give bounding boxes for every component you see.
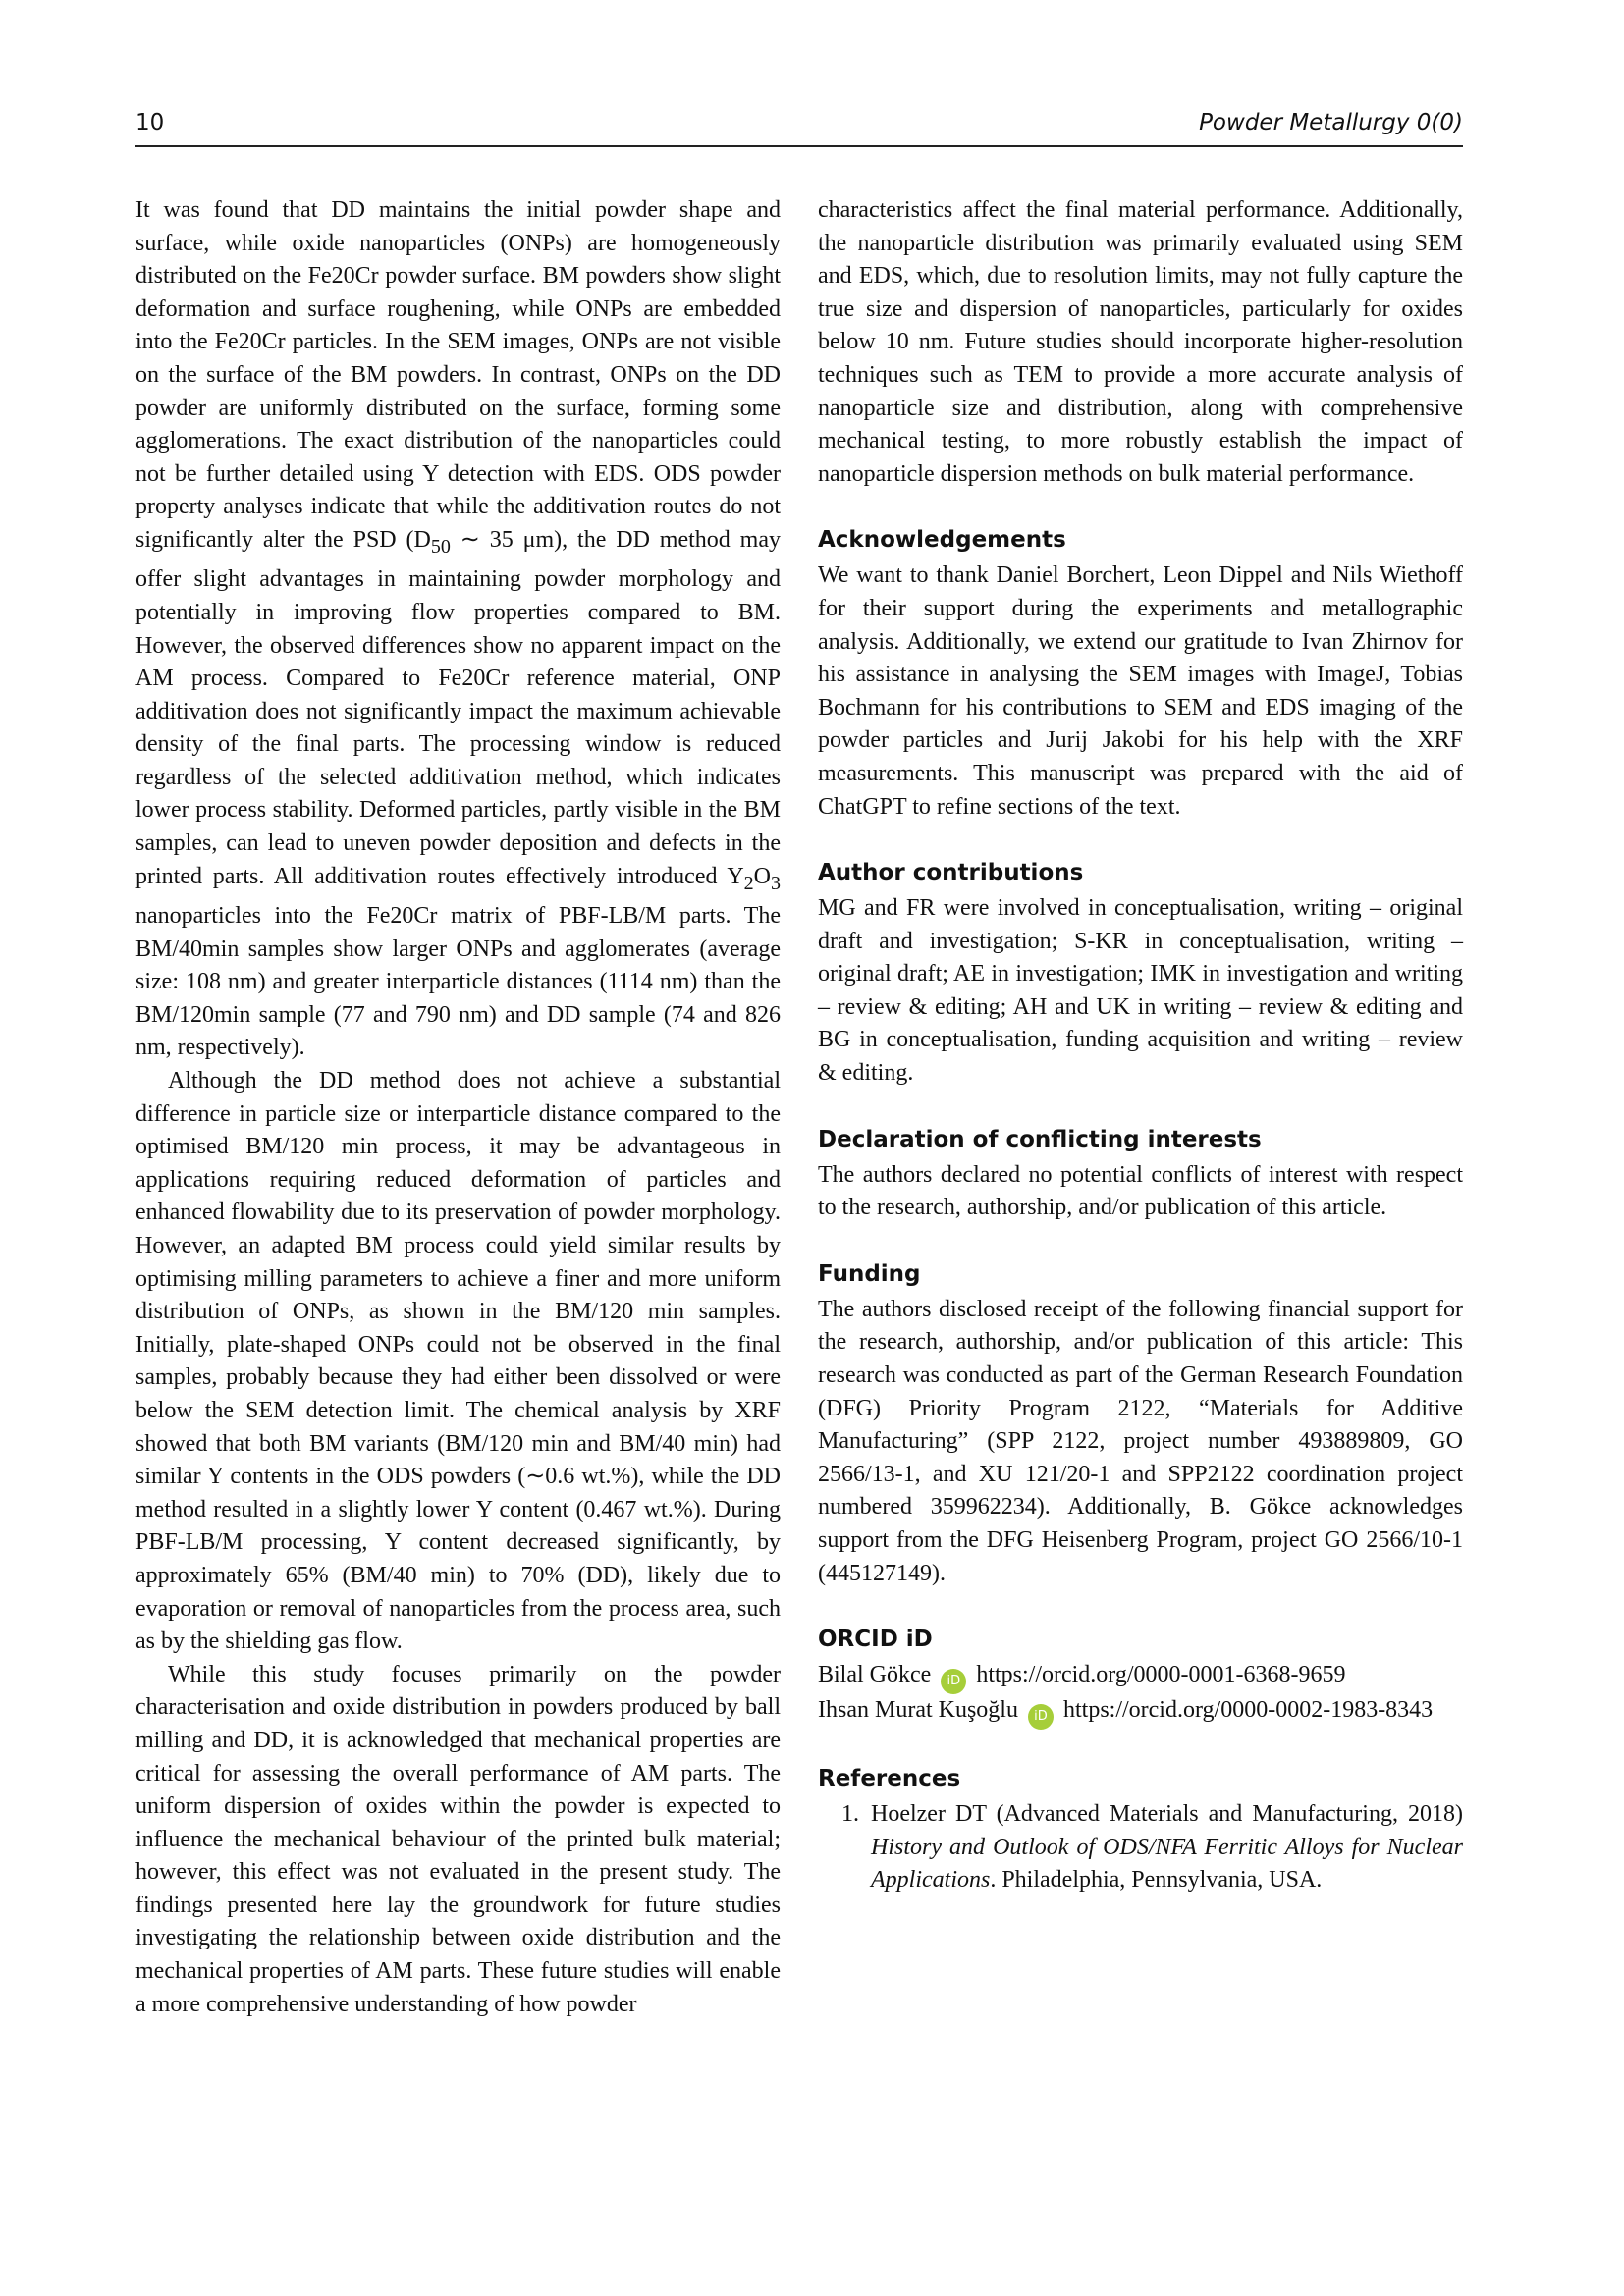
section-heading-funding: Funding (818, 1260, 921, 1287)
paragraph: characteristics affect the final material performance. Additionally, the nanoparticle distribution was primarily evaluated using SEM and EDS, which, due to resolution limits, may not fully capture the true size and dispersion of nanoparticles, particularly for oxides below 10 nm. Future studies should incorporate higher-resolution techniques such as TEM to provide a more accurate analysis of nanoparticle size and distribution, along with comprehensive mechanical testing, to more robustly establish the impact of nanoparticle dispersion methods on bulk material performance. (818, 197, 1463, 487)
orcid-icon: iD (941, 1669, 966, 1694)
paragraph: The authors declared no potential conflicts of interest with respect to the research, authorship, and/or publication of this article. (818, 1161, 1463, 1221)
section-heading-acknowledgements: Acknowledgements (818, 527, 1066, 554)
section-heading-author-contributions: Author contributions (818, 860, 1084, 886)
paragraph: While this study focuses primarily on the powder characterisation and oxide distribution in powders produced by ball milling and DD, it is acknowledged that mechanical properties are critical for assessing the overall performance of AM parts. The uniform dispersion of oxides within the powder is expected to influence the mechanical behaviour of the printed bulk material; however, this effect was not evaluated in the present study. The findings presented here lay the groundwork for future studies investigating the relationship between oxide distribution and the mechanical properties of AM parts. These future studies will enable a more comprehensive understanding of how powder (135, 1661, 781, 2017)
orcid-entry: Ihsan Murat Kuşoğlu iD https://orcid.org/0000-0002-1983-8343 (818, 1694, 1463, 1730)
section-heading-conflicts: Declaration of conflicting interests (818, 1126, 1262, 1152)
page-number: 10 (135, 110, 165, 135)
right-column (818, 194, 1463, 1897)
paragraph: It was found that DD maintains the initial powder shape and surface, while oxide nanoparticles (ONPs) are homogeneously distributed on the Fe20Cr powder surface. BM powders show slight deformation and surface roughening, while ONPs are embedded into the Fe20Cr particles. In the SEM images, ONPs are not visible on the surface of the BM powders. In contrast, ONPs on the DD powder are uniformly distributed on the surface, forming some agglomerations. The exact distribution of the nanoparticles could not be further detailed using Y detection with EDS. ODS powder property analyses indicate that while the additivation routes do not significantly alter the PSD ($D_{50}$ ∼ 35 μm), the DD method may offer slight advantages in maintaining powder morphology and potentially in improving flow properties compared to BM. However, the observed differences show no apparent impact on the AM process. Compared to Fe20Cr reference material, ONP additivation does not significantly impact the maximum achievable density of the final parts. The processing window is reduced regardless of the selected additivation method, which indicates lower process stability. Deformed particles, partly visible in the BM samples, can lead to uneven powder deposition and defects in the printed parts. All additivation routes effectively introduced $Y_2O_3$ nanoparticles into the Fe20Cr matrix of PBF-LB/M parts. The BM/40min samples show larger ONPs and agglomerates (average size: 108 nm) and greater interparticle distances (1114 nm) than the BM/120min sample (77 and 790 nm) and DD sample (74 and 826 nm, respectively). (135, 197, 781, 1061)
paragraph: We want to thank Daniel Borchert, Leon Dippel and Nils Wiethoff for their support during the experiments and metallographic analysis. Additionally, we extend our gratitude to Ivan Zhirnov for his assistance in analysing the SEM images with ImageJ, Tobias Bochmann for his contributions to SEM and EDS imaging of the powder particles and Jurij Jakobi for his help with the XRF measurements. This manuscript was prepared with the aid of ChatGPT to refine sections of the text. (818, 562, 1463, 820)
paragraph: The authors disclosed receipt of the following financial support for the research, authorship, and/or publication of this article: This research was conducted as part of the German Research Foundation (DFG) Priority Program 2122, “Materials for Additive Manufacturing” (SPP 2122, project number 493889809, GO 2566/13-1, and XU 121/20-1 and SPP2122 coordination project numbered 359962234). Additionally, B. Gökce acknowledges support from the DFG Heisenberg Program, project GO 2566/10-1 (445127149). (818, 1296, 1463, 1586)
reference-item: 1. Hoelzer DT (Advanced Materials and Manufacturing, 2018) History and Outlook of ODS/NFA Ferritic Alloys for Nuclear Applications. Philadelphia, Pennsylvania, USA. (841, 1801, 1463, 1894)
section-heading-orcid: ORCID iD (818, 1627, 933, 1653)
paragraph: Although the DD method does not achieve a substantial difference in particle size or interparticle distance compared to the optimised BM/120 min process, it may be advantageous in applications requiring reduced deformation of particles and enhanced flowability due to its preservation of powder morphology. However, an adapted BM process could yield similar results by optimising milling parameters to achieve a finer and more uniform distribution of ONPs, as shown in the BM/120 min samples. Initially, plate-shaped ONPs could not be observed in the final samples, probably because they had either been dissolved or were below the SEM detection limit. The chemical analysis by XRF showed that both BM variants (BM/120 min and BM/40 min) had similar Y contents in the ODS powders (∼0.6 wt.%), while the DD method resulted in a slightly lower Y content (0.467 wt.%). During PBF-LB/M processing, Y content decreased significantly, by approximately 65% (BM/40 min) to 70% (DD), likely due to evaporation or removal of nanoparticles from the process area, such as by the shielding gas flow. (135, 1068, 781, 1655)
orcid-icon: iD (1028, 1704, 1054, 1730)
section-heading-references: References (818, 1766, 961, 1792)
left-column (135, 194, 781, 2021)
journal-title: Powder Metallurgy 0(0) (1199, 110, 1463, 135)
orcid-entry: Bilal Gökce iD https://orcid.org/0000-0001-6368-9659 (818, 1659, 1463, 1694)
orcid-link[interactable]: https://orcid.org/0000-0001-6368-9659 (976, 1662, 1346, 1688)
orcid-link[interactable]: https://orcid.org/0000-0002-1983-8343 (1062, 1697, 1434, 1724)
paragraph: MG and FR were involved in conceptualisation, writing – original draft and investigation; S-KR in conceptualisation, writing – original draft; AE in investigation; IMK in investigation and writing – review & editing; AH and UK in writing – review & editing and BG in conceptualisation, funding acquisition and writing – review & editing. (818, 895, 1463, 1087)
running-header (135, 110, 1463, 147)
